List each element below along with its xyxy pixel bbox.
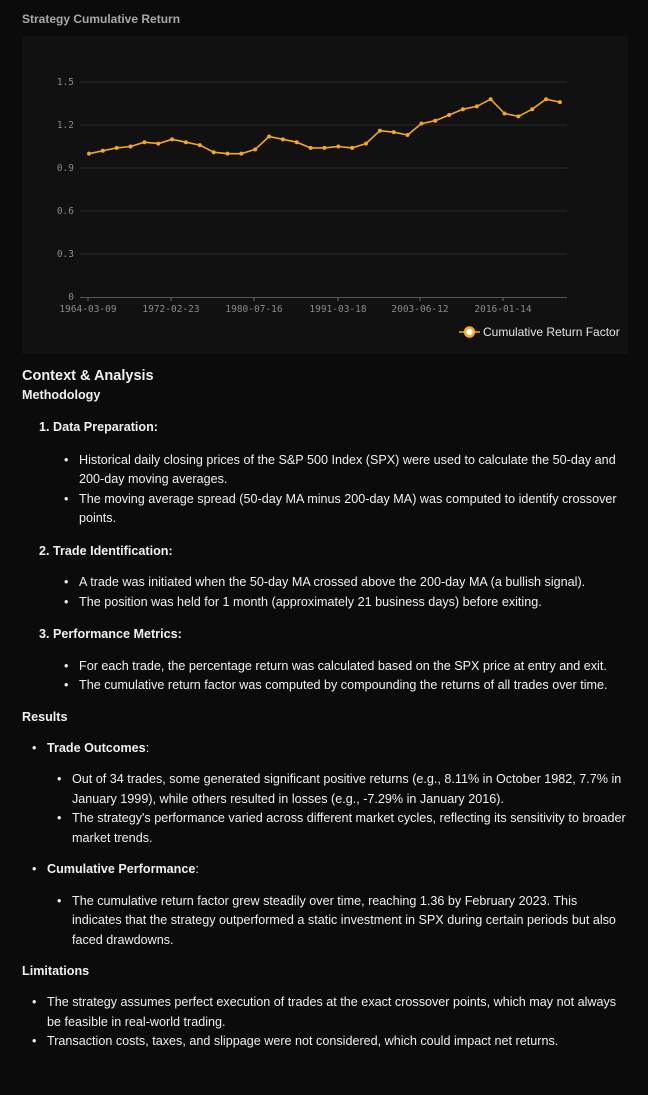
data-point [253, 147, 257, 151]
data-point [212, 150, 216, 154]
x-tick-label: 1964-03-09 [59, 304, 117, 315]
data-point [309, 146, 313, 150]
step-colon: : [177, 627, 182, 641]
x-tick-label: 2016-01-14 [474, 304, 532, 315]
data-point [198, 143, 202, 147]
series-line [89, 99, 560, 154]
y-tick-label: 0.9 [56, 163, 74, 174]
list-item: • The cumulative return factor was computed by compounding the returns of all trades over time. [79, 676, 630, 696]
data-point [364, 142, 368, 146]
data-point [239, 152, 243, 156]
step-title: Data Preparation [53, 420, 154, 434]
data-point [433, 119, 437, 123]
data-point [226, 152, 230, 156]
data-point [267, 134, 271, 138]
data-point [336, 145, 340, 149]
item-colon: : [195, 862, 199, 876]
list-item: • A trade was initiated when the 50-day MA crossed above the 200-day MA (a bullish signal). [79, 573, 630, 593]
step-colon: : [168, 543, 173, 558]
y-tick-label: 0 [68, 292, 74, 303]
data-point [516, 114, 520, 118]
data-point [142, 140, 146, 144]
data-point [489, 97, 493, 101]
step-number: 2. [39, 543, 50, 558]
step-title: Performance Metrics [53, 627, 178, 641]
step-title: Trade Identification [53, 543, 169, 558]
data-point [461, 107, 465, 111]
data-point [475, 104, 479, 108]
data-point [406, 133, 410, 137]
analysis-content [22, 367, 630, 1052]
data-point [184, 140, 188, 144]
data-point [544, 97, 548, 101]
chart-panel [22, 36, 628, 354]
item-colon: : [145, 740, 150, 755]
item-title: Cumulative Performance [47, 862, 196, 876]
data-point [503, 112, 507, 116]
list-item: • Historical daily closing prices of the S&P 500 Index (SPX) were used to calculate the 50-day and 200-day moving averages. [79, 451, 630, 490]
context-heading: Context & Analysis [22, 368, 154, 384]
data-point [281, 137, 285, 141]
legend-label: Cumulative Return Factor [483, 325, 620, 339]
data-point [156, 142, 160, 146]
data-point [129, 145, 133, 149]
data-point [447, 113, 451, 117]
x-tick-label: 2003-06-12 [391, 304, 449, 315]
x-tick-label: 1980-07-16 [225, 304, 283, 315]
data-point [558, 100, 562, 104]
data-point [87, 152, 91, 156]
list-item: • Transaction costs, taxes, and slippage were not considered, which could impact net returns. [47, 1032, 630, 1052]
methodology-step-3 [22, 625, 630, 645]
step-number: 3. [39, 627, 50, 641]
methodology-step-2 [22, 542, 630, 562]
data-point [419, 122, 423, 126]
methodology-heading: Methodology [22, 388, 101, 402]
step-number: 1. [39, 420, 50, 434]
y-tick-label: 0.6 [56, 206, 74, 217]
x-tick-label: 1972-02-23 [142, 304, 200, 315]
list-item: • The strategy's performance varied across different market cycles, reflecting its sensitivity to broader market trends. [72, 809, 630, 848]
data-point [115, 146, 119, 150]
legend-marker [465, 328, 474, 337]
data-point [350, 146, 354, 150]
data-point [101, 149, 105, 153]
limitations-heading: Limitations [22, 964, 90, 978]
data-point [295, 140, 299, 144]
list-item: • For each trade, the percentage return was calculated based on the SPX price at entry and exit. [79, 657, 630, 677]
y-tick-label: 1.5 [56, 77, 74, 88]
step-colon: : [153, 420, 158, 434]
data-point [378, 129, 382, 133]
y-tick-label: 1.2 [56, 120, 74, 131]
list-item: • The cumulative return factor grew steadily over time, reaching 1.36 by February 2023. This indicates that the strategy outperformed a static investment in SPX during certain periods but also faced drawdowns. [72, 892, 630, 951]
results-item-cumulative-performance [47, 860, 630, 880]
data-point [530, 107, 534, 111]
item-title: Trade Outcomes [47, 740, 146, 755]
data-point [392, 130, 396, 134]
y-tick-label: 0.3 [56, 249, 74, 260]
list-item: • The moving average spread (50-day MA minus 200-day MA) was computed to identify crossover points. [79, 490, 630, 529]
data-point [322, 146, 326, 150]
results-item-trade-outcomes [47, 739, 630, 759]
line-chart [22, 36, 628, 354]
chart-title: Strategy Cumulative Return [22, 12, 181, 26]
data-point [170, 137, 174, 141]
results-heading: Results [22, 709, 68, 724]
methodology-step-1 [22, 418, 630, 438]
list-item: • Out of 34 trades, some generated significant positive returns (e.g., 8.11% in October 1982, 7.7% in January 1999), while others resulted in losses (e.g., -7.29% in January 2016). [72, 770, 630, 809]
x-tick-label: 1991-03-18 [309, 304, 367, 315]
list-item: • The strategy assumes perfect execution of trades at the exact crossover points, which may not always be feasible in real-world trading. [47, 993, 630, 1032]
list-item: • The position was held for 1 month (approximately 21 business days) before exiting. [79, 593, 630, 613]
